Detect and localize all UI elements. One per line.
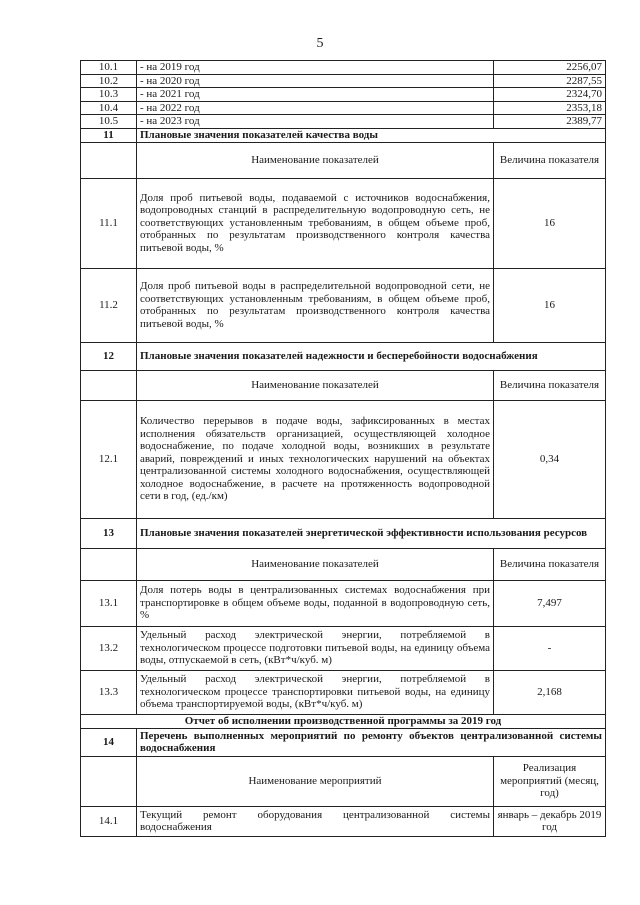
report-heading-row xyxy=(81,714,606,728)
column-header-name: Наименование показателей xyxy=(137,370,494,400)
section-header xyxy=(81,128,606,142)
section-header xyxy=(81,518,606,548)
row-text: Удельный расход электрической энергии, потребляемой в технологическом процессе транспортировки питьевой воды, на единицу объема транспортируемой воды, (кВт*ч/куб. м) xyxy=(137,670,494,714)
row-text: - на 2019 год xyxy=(137,61,494,75)
row-number: 13.1 xyxy=(81,580,137,626)
column-header-name: Наименование мероприятий xyxy=(137,756,494,806)
section-header xyxy=(81,342,606,370)
section-title: Плановые значения показателей надежности и бесперебойности водоснабжения xyxy=(137,342,606,370)
section-number: 11 xyxy=(81,128,137,142)
table-row xyxy=(81,101,606,115)
table-row xyxy=(81,178,606,268)
row-text: Текущий ремонт оборудования централизованной системы водоснабжения xyxy=(137,806,494,836)
table-row xyxy=(81,74,606,88)
row-number: 11.2 xyxy=(81,268,137,342)
section-number: 12 xyxy=(81,342,137,370)
row-value: 16 xyxy=(494,268,606,342)
section-title: Плановые значения показателей качества воды xyxy=(137,128,606,142)
column-header-name: Наименование показателей xyxy=(137,142,494,178)
row-number: 13.2 xyxy=(81,626,137,670)
column-header-name: Наименование показателей xyxy=(137,548,494,580)
row-number: 10.3 xyxy=(81,88,137,102)
table-row xyxy=(81,580,606,626)
row-text: Доля проб питьевой воды, подаваемой с источников водоснабжения, водопроводных станций в распределительную водопроводную сеть, не соответствующих установленным требованиям, в общем объеме проб, отобранных по результатам производственного контроля качества питьевой воды, % xyxy=(137,178,494,268)
table-row xyxy=(81,400,606,518)
table-row xyxy=(81,806,606,836)
row-value: январь – декабрь 2019 год xyxy=(494,806,606,836)
row-number: 12.1 xyxy=(81,400,137,518)
row-text: Доля проб питьевой воды в распределительной водопроводной сети, не соответствующих установленным требованиям, в общем объеме проб, отобранных по результатам производственного контроля качества питьевой воды, % xyxy=(137,268,494,342)
column-header-row xyxy=(81,142,606,178)
row-text: Доля потерь воды в централизованных системах водоснабжения при транспортировке в общем объеме воды, поданной в водопроводную сеть, % xyxy=(137,580,494,626)
row-value: 2287,55 xyxy=(494,74,606,88)
section-number: 13 xyxy=(81,518,137,548)
row-text: - на 2023 год xyxy=(137,115,494,129)
section-number: 14 xyxy=(81,728,137,756)
report-heading: Отчет об исполнении производственной программы за 2019 год xyxy=(81,714,606,728)
row-value: 16 xyxy=(494,178,606,268)
row-text: Удельный расход электрической энергии, потребляемой в технологическом процессе подготовки питьевой воды, на единицу объема воды, отпускаемой в сеть, (кВт*ч/куб. м) xyxy=(137,626,494,670)
row-value: 2389,77 xyxy=(494,115,606,129)
row-value: 7,497 xyxy=(494,580,606,626)
row-value: - xyxy=(494,626,606,670)
column-header-value: Величина показателя xyxy=(494,142,606,178)
row-value: 0,34 xyxy=(494,400,606,518)
row-number: 10.2 xyxy=(81,74,137,88)
table-row xyxy=(81,626,606,670)
section-title: Перечень выполненных мероприятий по ремонту объектов централизованной системы водоснабжения xyxy=(137,728,606,756)
row-text: - на 2020 год xyxy=(137,74,494,88)
column-header-row xyxy=(81,370,606,400)
section-header xyxy=(81,728,606,756)
row-number: 11.1 xyxy=(81,178,137,268)
row-text: Количество перерывов в подаче воды, зафиксированных в местах исполнения обязательств организацией, осуществляющей холодное водоснабжение, по подаче холодной воды, возникших в результате аварий, повреждений и иных технологических нарушений на объектах централизованной системы холодного водоснабжения, осуществляющей холодное водоснабжение, в расчете на протяженность водопроводной сети в год, (ед./км) xyxy=(137,400,494,518)
page-number: 5 xyxy=(316,36,324,51)
table-row xyxy=(81,268,606,342)
row-number: 10.1 xyxy=(81,61,137,75)
row-number: 14.1 xyxy=(81,806,137,836)
row-number: 10.4 xyxy=(81,101,137,115)
row-text: - на 2022 год xyxy=(137,101,494,115)
row-value: 2256,07 xyxy=(494,61,606,75)
column-header-row xyxy=(81,548,606,580)
program-table xyxy=(80,60,606,837)
table-row xyxy=(81,115,606,129)
table-row xyxy=(81,670,606,714)
row-value: 2324,70 xyxy=(494,88,606,102)
column-header-value: Реализация мероприятий (месяц, год) xyxy=(494,756,606,806)
section-title: Плановые значения показателей энергетической эффективности использования ресурсов xyxy=(137,518,606,548)
row-value: 2353,18 xyxy=(494,101,606,115)
row-number: 10.5 xyxy=(81,115,137,129)
table-row xyxy=(81,61,606,75)
row-number: 13.3 xyxy=(81,670,137,714)
column-header-row xyxy=(81,756,606,806)
table-row xyxy=(81,88,606,102)
row-value: 2,168 xyxy=(494,670,606,714)
column-header-value: Величина показателя xyxy=(494,548,606,580)
row-text: - на 2021 год xyxy=(137,88,494,102)
column-header-value: Величина показателя xyxy=(494,370,606,400)
